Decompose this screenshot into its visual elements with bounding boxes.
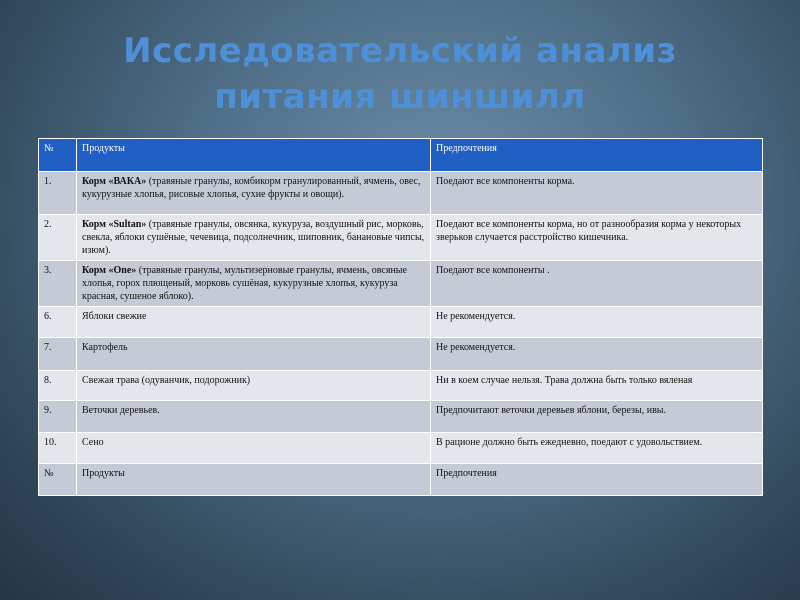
row-number: № — [39, 464, 77, 496]
row-preference: Не рекомендуется. — [431, 307, 763, 338]
row-preference: Предпочтения — [431, 464, 763, 496]
row-number: 8. — [39, 371, 77, 401]
table-row — [39, 172, 763, 215]
slide-title — [0, 28, 800, 120]
row-preference: Поедают все компоненты корма. — [431, 172, 763, 215]
table-row — [39, 401, 763, 433]
row-preference: Ни в коем случае нельзя. Трава должна быть только вяленая — [431, 371, 763, 401]
header-preferences: Предпочтения — [431, 139, 763, 172]
table-row — [39, 338, 763, 371]
header-products: Продукты — [77, 139, 431, 172]
table-row — [39, 307, 763, 338]
row-number: 7. — [39, 338, 77, 371]
row-product-details: (травяные гранулы, овсянка, кукуруза, воздушный рис, морковь, свекла, яблоки сушёные, чечевица, подсолнечник, шиповник, банановые чипсы, изюм). — [82, 219, 425, 256]
row-number: 1. — [39, 172, 77, 215]
row-product: Свежая трава (одуванчик, подорожник) — [77, 371, 431, 401]
row-product: Продукты — [77, 464, 431, 496]
nutrition-table — [38, 138, 763, 496]
row-product-name: Корм «Sultan» — [82, 219, 147, 230]
row-product-details: (травяные гранулы, комбикорм гранулированный, ячмень, овес, кукурузные хлопья, рисовые хлопья, сухие фрукты и овощи). — [82, 176, 421, 200]
row-number: 10. — [39, 433, 77, 464]
row-product — [77, 261, 431, 307]
row-preference: Поедают все компоненты корма, но от разнообразия корма у некоторых зверьков случается расстройство кишечника. — [431, 215, 763, 261]
row-number: 3. — [39, 261, 77, 307]
row-number: 9. — [39, 401, 77, 433]
table-row — [39, 464, 763, 496]
row-product-name: Корм «One» — [82, 265, 137, 276]
row-number: 6. — [39, 307, 77, 338]
table-row — [39, 215, 763, 261]
table-row — [39, 371, 763, 401]
row-product-details: (травяные гранулы, мультизерновые гранулы, ячмень, овсяные хлопья, горох плющеный, морковь сушёная, кукурузные хлопья, кукуруза красная, сушеное яблоко). — [82, 265, 407, 302]
row-product — [77, 215, 431, 261]
table-row — [39, 433, 763, 464]
row-preference: Предпочитают веточки деревьев яблони, березы, ивы. — [431, 401, 763, 433]
row-preference: В рационе должно быть ежедневно, поедают с удовольствием. — [431, 433, 763, 464]
table-row — [39, 261, 763, 307]
header-number: № — [39, 139, 77, 172]
row-product: Веточки деревьев. — [77, 401, 431, 433]
row-preference: Поедают все компоненты . — [431, 261, 763, 307]
slide-title-line-1: Исследовательский анализ — [123, 31, 677, 71]
row-product: Картофель — [77, 338, 431, 371]
table-header-row — [39, 139, 763, 172]
slide-title-line-2: питания шиншилл — [214, 77, 586, 117]
row-product-name: Корм «ВАКА» — [82, 176, 147, 187]
row-product — [77, 172, 431, 215]
row-product: Яблоки свежие — [77, 307, 431, 338]
row-product: Сено — [77, 433, 431, 464]
row-number: 2. — [39, 215, 77, 261]
row-preference: Не рекомендуется. — [431, 338, 763, 371]
